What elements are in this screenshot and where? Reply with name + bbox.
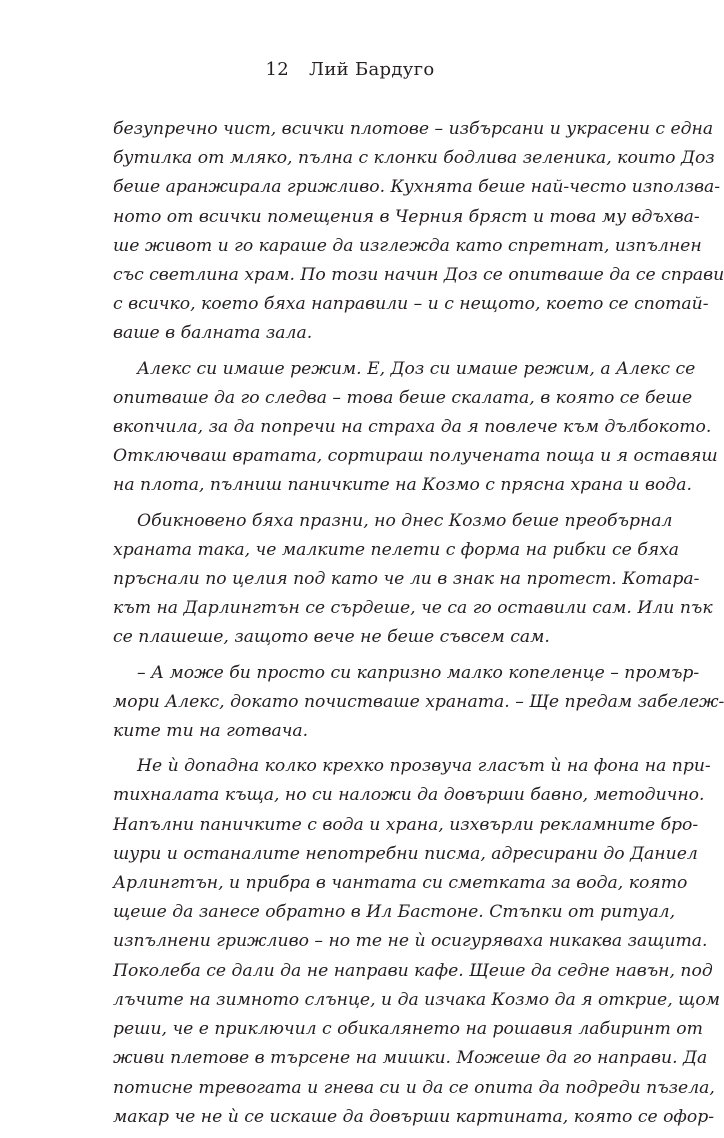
text-line: Не ѝ допадна колко крехко прозвуча гласът ѝ на фона на при- bbox=[137, 756, 711, 777]
text-line: безупречно чист, всички плотове – избърсани и украсени с една bbox=[113, 119, 714, 139]
text-line: пръснали по целия под като че ли в знак на протест. Котарa- bbox=[113, 569, 700, 590]
text-line: – А може би просто си капризно малко копеленце – промър- bbox=[137, 662, 700, 683]
text-line: вкопчила, за да попречи на страха да я повлече към дълбокото. bbox=[113, 417, 712, 438]
text-line: опитваше да го следва – това беше скалата, в която се беше bbox=[113, 387, 693, 408]
text-line: лъчите на зимното слънце, и да изчака Козмо да я открие, щом bbox=[113, 989, 720, 1010]
text-line: ките ти на готвача. bbox=[113, 721, 309, 742]
paragraph bbox=[113, 115, 724, 349]
text-line: бутилка от мляко, пълна с клонки бодлива зеленика, които Доз bbox=[113, 148, 715, 169]
text-line: храната така, че малките пелети с форма на рибки се бяха bbox=[113, 539, 680, 560]
text-line: ното от всички помещения в Черния бряст и това му вдъхва- bbox=[113, 206, 700, 227]
text-line: Обикновено бяха празни, но днес Козмо беше преобърнал bbox=[137, 510, 673, 531]
text-line: потисне тревогата и гнева си и да се опита да подреди пъзела, bbox=[113, 1077, 715, 1098]
text-line: щеше да занесе обратно в Ил Бастоне. Стъпки от ритуал, bbox=[113, 902, 676, 923]
text-line: ше живот и го караше да изглежда като спретнат, изпълнен bbox=[113, 235, 702, 256]
text-line: шури и останалите непотребни писма, адресирани до Даниел bbox=[113, 843, 698, 864]
author-name: Лий Бардуго bbox=[309, 59, 435, 80]
text-line: със светлина храм. По този начин Доз се опитваше да се справи bbox=[113, 265, 724, 286]
text-line: на плота, пълниш паничките на Козмо с прясна храна и вода. bbox=[113, 475, 692, 496]
text-line: Отключваш вратата, сортираш получената поща и я оставяш bbox=[113, 446, 718, 467]
text-line: беше аранжирала грижливо. Кухнята беше най-често използва- bbox=[113, 177, 721, 198]
text-line: Арлингтън, и прибра в чантата си сметката за вода, която bbox=[113, 873, 688, 894]
text-line: макар че не ѝ се искаше да довърши картината, която се офор- bbox=[113, 1106, 715, 1127]
text-line: ваше в балната зала. bbox=[113, 323, 313, 344]
text-line: се плашеше, защото вече не беше съвсем сам. bbox=[113, 627, 550, 648]
paragraph bbox=[113, 507, 713, 653]
running-header bbox=[0, 59, 700, 80]
text-line: Напълни паничките с вода и храна, изхвърли рекламните бро- bbox=[113, 814, 699, 835]
paragraph bbox=[113, 659, 724, 747]
text-line: тихналата къща, но си наложи да довърши бавно, методично. bbox=[113, 785, 705, 806]
text-line: мори Алекс, докато почистваше храната. – Ще предам забележ- bbox=[113, 691, 724, 712]
page-number: 12 bbox=[265, 59, 290, 80]
text-line: живи плетове в търсене на мишки. Можеше да го направи. Да bbox=[113, 1048, 708, 1069]
text-line: изпълнени грижливо – но те не ѝ осигуряваха никаква защита. bbox=[113, 931, 708, 952]
body-text bbox=[113, 115, 724, 1138]
paragraph bbox=[113, 752, 720, 1132]
paragraph bbox=[113, 355, 718, 501]
text-line: реши, че е приключил с обикалянето на рошавия лабиринт от bbox=[113, 1019, 703, 1040]
text-line: с всичко, което бяха направили – и с нещото, което се спотай- bbox=[113, 294, 709, 315]
text-line: кът на Дарлингтън се сърдеше, че са го оставили сам. Или пък bbox=[113, 598, 713, 619]
text-line: Алекс си имаше режим. Е, Доз си имаше режим, а Алекс се bbox=[137, 358, 696, 379]
text-line: Поколеба се дали да не направи кафе. Щеше да седне навън, под bbox=[113, 960, 713, 981]
